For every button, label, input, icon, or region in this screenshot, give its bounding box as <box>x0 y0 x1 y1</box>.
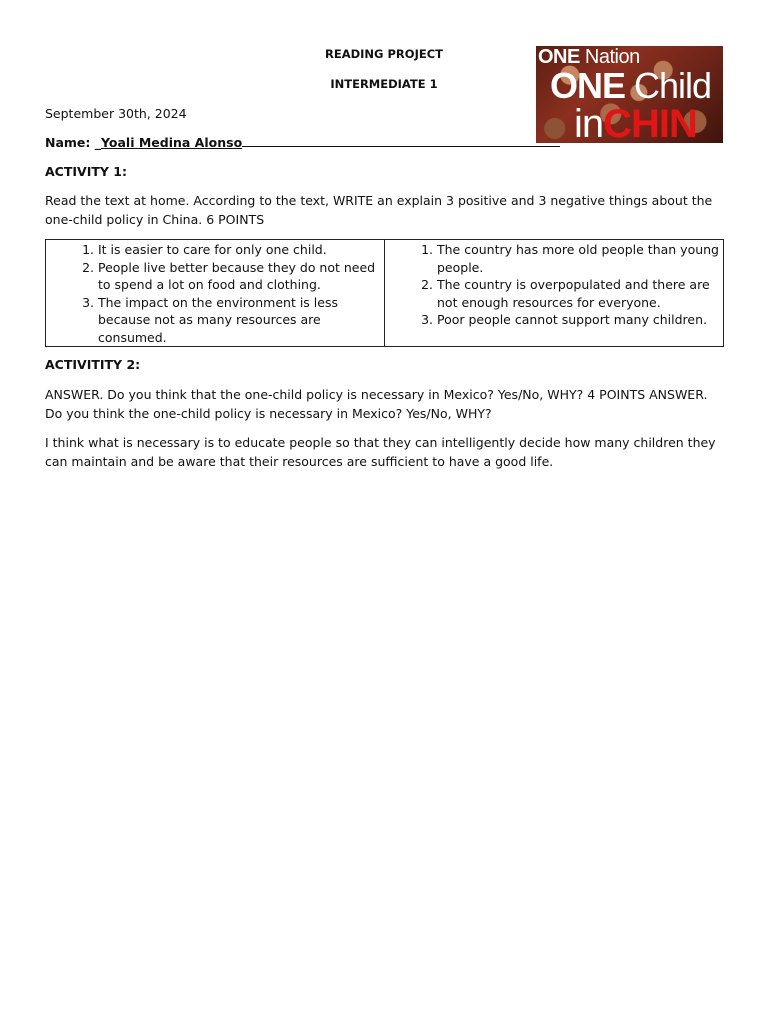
banner-line-3 <box>574 102 697 143</box>
banner-word: ONE <box>550 65 626 106</box>
document-date: September 30th, 2024 <box>45 106 187 121</box>
name-line <box>45 135 560 150</box>
banner-word: Child <box>634 65 712 106</box>
positives-cell <box>46 240 385 347</box>
list-item: 2. The country is overpopulated and there are not enough resources for everyone. <box>437 276 719 311</box>
list-item: 2. People live better because they do not need to spend a lot on food and clothing. <box>98 259 380 294</box>
list-item: 3. Poor people cannot support many children. <box>437 311 719 329</box>
list-item: 3. The impact on the environment is less because not as many resources are consumed. <box>98 294 380 347</box>
name-label: Name: _ <box>45 135 101 150</box>
negatives-cell <box>385 240 724 347</box>
name-underline <box>242 135 560 147</box>
document-title: READING PROJECT <box>325 47 443 61</box>
banner-word: ONE <box>538 46 580 68</box>
list-item: 1. It is easier to care for only one child. <box>98 241 380 259</box>
negatives-list <box>385 240 723 329</box>
activity-2-answer: I think what is necessary is to educate people so that they can intelligently decide how many children they can maintain and be aware that their resources are sufficient to have a good life. <box>45 435 716 469</box>
banner-word: Nation <box>584 46 640 68</box>
activity-2-question: ANSWER. Do you think that the one-child policy is necessary in Mexico? Yes/No, WHY? 4 POINTS ANSWER. Do you think the one-child policy is necessary in Mexico? Yes/No, WHY? <box>45 387 708 421</box>
document-subtitle: INTERMEDIATE 1 <box>330 77 438 91</box>
banner-word: in <box>574 102 604 143</box>
one-child-banner-image <box>536 46 723 143</box>
banner-word: CHIN <box>603 102 697 143</box>
name-value: Yoali Medina Alonso <box>101 135 243 150</box>
activity-2-heading: ACTIVITITY 2: <box>45 357 141 372</box>
activity-1-instructions: Read the text at home. According to the text, WRITE an explain 3 positive and 3 negative things about the one-child policy in China. 6 POINTS <box>45 193 713 227</box>
banner-line-2 <box>550 65 711 107</box>
positives-negatives-table <box>45 239 724 347</box>
list-item: 1. The country has more old people than young people. <box>437 241 719 276</box>
positives-list <box>46 240 384 346</box>
table-row <box>46 240 724 347</box>
activity-1-heading: ACTIVITY 1: <box>45 164 127 179</box>
